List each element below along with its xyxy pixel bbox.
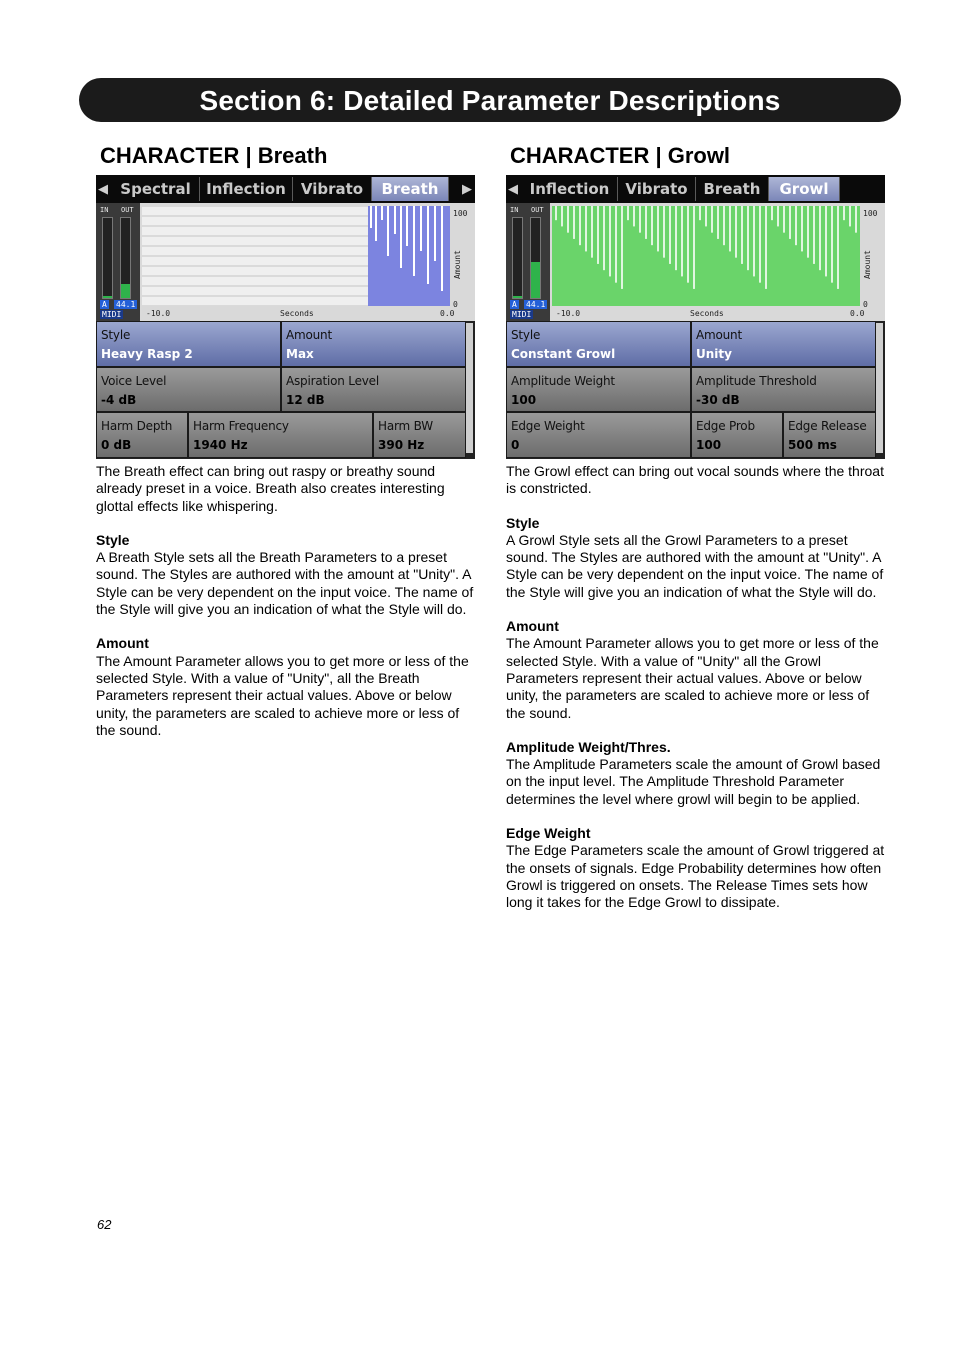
growl-heading: CHARACTER | Growl <box>510 143 731 168</box>
tab-breath[interactable]: Breath <box>372 177 449 201</box>
growl-screenshot <box>506 175 885 459</box>
meter-out-label: OUT <box>531 206 544 214</box>
x-axis-label: Seconds <box>280 309 314 318</box>
param-amplitude-threshold[interactable]: Amplitude Threshold -30 dB <box>691 367 876 412</box>
x-axis-label: Seconds <box>690 309 724 318</box>
growl-edge-body: The Edge Parameters scale the amount of Growl triggered at the onsets of signals. Edge Probability determines how often Growl is triggered on onsets. The Release Times sets how long it takes for the Edge Growl to dissipate. <box>506 842 885 911</box>
tab-left-arrow-icon[interactable]: ◀ <box>98 181 108 196</box>
growl-style-heading: Style <box>506 514 540 531</box>
y-max-label: 100 <box>863 209 878 218</box>
tab-growl[interactable]: Growl <box>769 177 840 201</box>
growl-style-body: A Growl Style sets all the Growl Parameters to a preset sound. The Styles are authored with the amount at "Unity". A Style can be very dependent on the input voice. The name of the Style will give you an indication of what the Style will do. <box>506 531 884 600</box>
param-edge-weight[interactable]: Edge Weight 0 <box>506 412 691 458</box>
param-harm-depth[interactable]: Harm Depth 0 dB <box>96 412 188 458</box>
breath-amount-heading: Amount <box>96 635 149 652</box>
sample-rate-badge: 44.1 <box>116 300 136 309</box>
tab-right-arrow-icon[interactable]: ▶ <box>462 181 472 196</box>
breath-amount-fill <box>368 206 450 306</box>
sample-rate-badge: 44.1 <box>526 300 546 309</box>
tab-vibrato[interactable]: Vibrato <box>293 177 372 201</box>
growl-amount-graph <box>552 206 860 306</box>
param-aspiration-level[interactable]: Aspiration Level 12 dB <box>281 367 466 412</box>
param-amplitude-weight[interactable]: Amplitude Weight 100 <box>506 367 691 412</box>
output-meter <box>530 217 541 299</box>
level-meters <box>506 203 550 321</box>
breath-amount-body: The Amount Parameter allows you to get more or less of the selected Style. With a value of "Unity", all the Breath Parameters represent their actual values. Above or below unity, the parameters are scaled to achieve more or less of the sound. <box>96 652 469 738</box>
input-meter <box>512 217 523 299</box>
tab-breath[interactable]: Breath <box>696 177 769 201</box>
input-meter <box>102 217 113 299</box>
breath-heading: CHARACTER | Breath <box>100 143 328 168</box>
param-harm-bw[interactable]: Harm BW 390 Hz <box>373 412 466 458</box>
meter-out-label: OUT <box>121 206 134 214</box>
growl-params <box>506 321 885 459</box>
breath-params <box>96 321 475 459</box>
param-scrollbar[interactable] <box>466 323 473 453</box>
breath-intro: The Breath effect can bring out raspy or breathy sound already preset in a voice. Breath also creates interesting glottal effects like whispering. <box>96 463 445 514</box>
level-meters <box>96 203 140 321</box>
breath-screenshot <box>96 175 475 459</box>
x-min-label: -10.0 <box>556 309 581 318</box>
x-max-label: 0.0 <box>440 309 455 318</box>
rate-a-badge: A <box>102 300 107 309</box>
meter-in-label: IN <box>510 206 519 214</box>
tab-left-arrow-icon[interactable]: ◀ <box>508 181 518 196</box>
y-min-label: 0 <box>863 300 868 309</box>
breath-scope <box>96 203 475 321</box>
breath-description <box>96 463 481 756</box>
param-voice-level[interactable]: Voice Level -4 dB <box>96 367 281 412</box>
growl-scope <box>506 203 885 321</box>
tab-spectral[interactable]: Spectral <box>112 177 200 201</box>
midi-badge: MIDI <box>512 310 532 319</box>
breath-graph-svg <box>142 206 450 306</box>
growl-graph-svg <box>552 206 860 306</box>
growl-amplitude-body: The Amplitude Parameters scale the amount of Growl based on the input level. The Amplitude Threshold Parameter determines the level where growl will begin to be applied. <box>506 756 881 807</box>
y-axis-label: Amount <box>453 250 462 279</box>
y-axis-label: Amount <box>863 250 872 279</box>
x-max-label: 0.0 <box>850 309 865 318</box>
x-min-label: -10.0 <box>146 309 171 318</box>
tab-vibrato[interactable]: Vibrato <box>618 177 696 201</box>
breath-amount-graph <box>142 206 450 306</box>
param-edge-prob[interactable]: Edge Prob 100 <box>691 412 783 458</box>
growl-amplitude-heading: Amplitude Weight/Thres. <box>506 738 671 755</box>
section-banner: Section 6: Detailed Parameter Descriptions <box>79 78 901 122</box>
growl-tab-bar <box>506 175 885 203</box>
breath-style-body: A Breath Style sets all the Breath Parameters to a preset sound. The Styles are authored with the amount at "Unity". A Style can be very dependent on the input voice. The name of the Style will give you an indication of what the Style will do. <box>96 549 474 618</box>
param-amount[interactable]: Amount Max <box>281 321 466 367</box>
param-style[interactable]: Style Constant Growl <box>506 321 691 367</box>
breath-style-heading: Style <box>96 531 130 548</box>
growl-description <box>506 463 891 929</box>
tab-inflection[interactable]: Inflection <box>200 177 293 201</box>
param-style[interactable]: Style Heavy Rasp 2 <box>96 321 281 367</box>
rate-a-badge: A <box>512 300 517 309</box>
midi-badge: MIDI <box>102 310 122 319</box>
page-number: 62 <box>97 1217 112 1232</box>
param-amount[interactable]: Amount Unity <box>691 321 876 367</box>
output-meter <box>120 217 131 299</box>
param-edge-release[interactable]: Edge Release 500 ms <box>783 412 876 458</box>
growl-edge-heading: Edge Weight <box>506 825 591 842</box>
growl-amount-body: The Amount Parameter allows you to get more or less of the selected Style. With a value of "Unity" all the Growl Parameters represent their actual values. Above or below unity, the parameters are scaled to achieve more or less of the sound. <box>506 635 879 721</box>
y-min-label: 0 <box>453 300 458 309</box>
param-harm-frequency[interactable]: Harm Frequency 1940 Hz <box>188 412 373 458</box>
tab-inflection[interactable]: Inflection <box>522 177 618 201</box>
param-scrollbar[interactable] <box>876 323 883 453</box>
breath-tab-bar <box>96 175 475 203</box>
growl-intro: The Growl effect can bring out vocal sounds where the throat is constricted. <box>506 463 884 497</box>
meter-in-label: IN <box>100 206 109 214</box>
y-max-label: 100 <box>453 209 468 218</box>
growl-amount-heading: Amount <box>506 618 559 635</box>
